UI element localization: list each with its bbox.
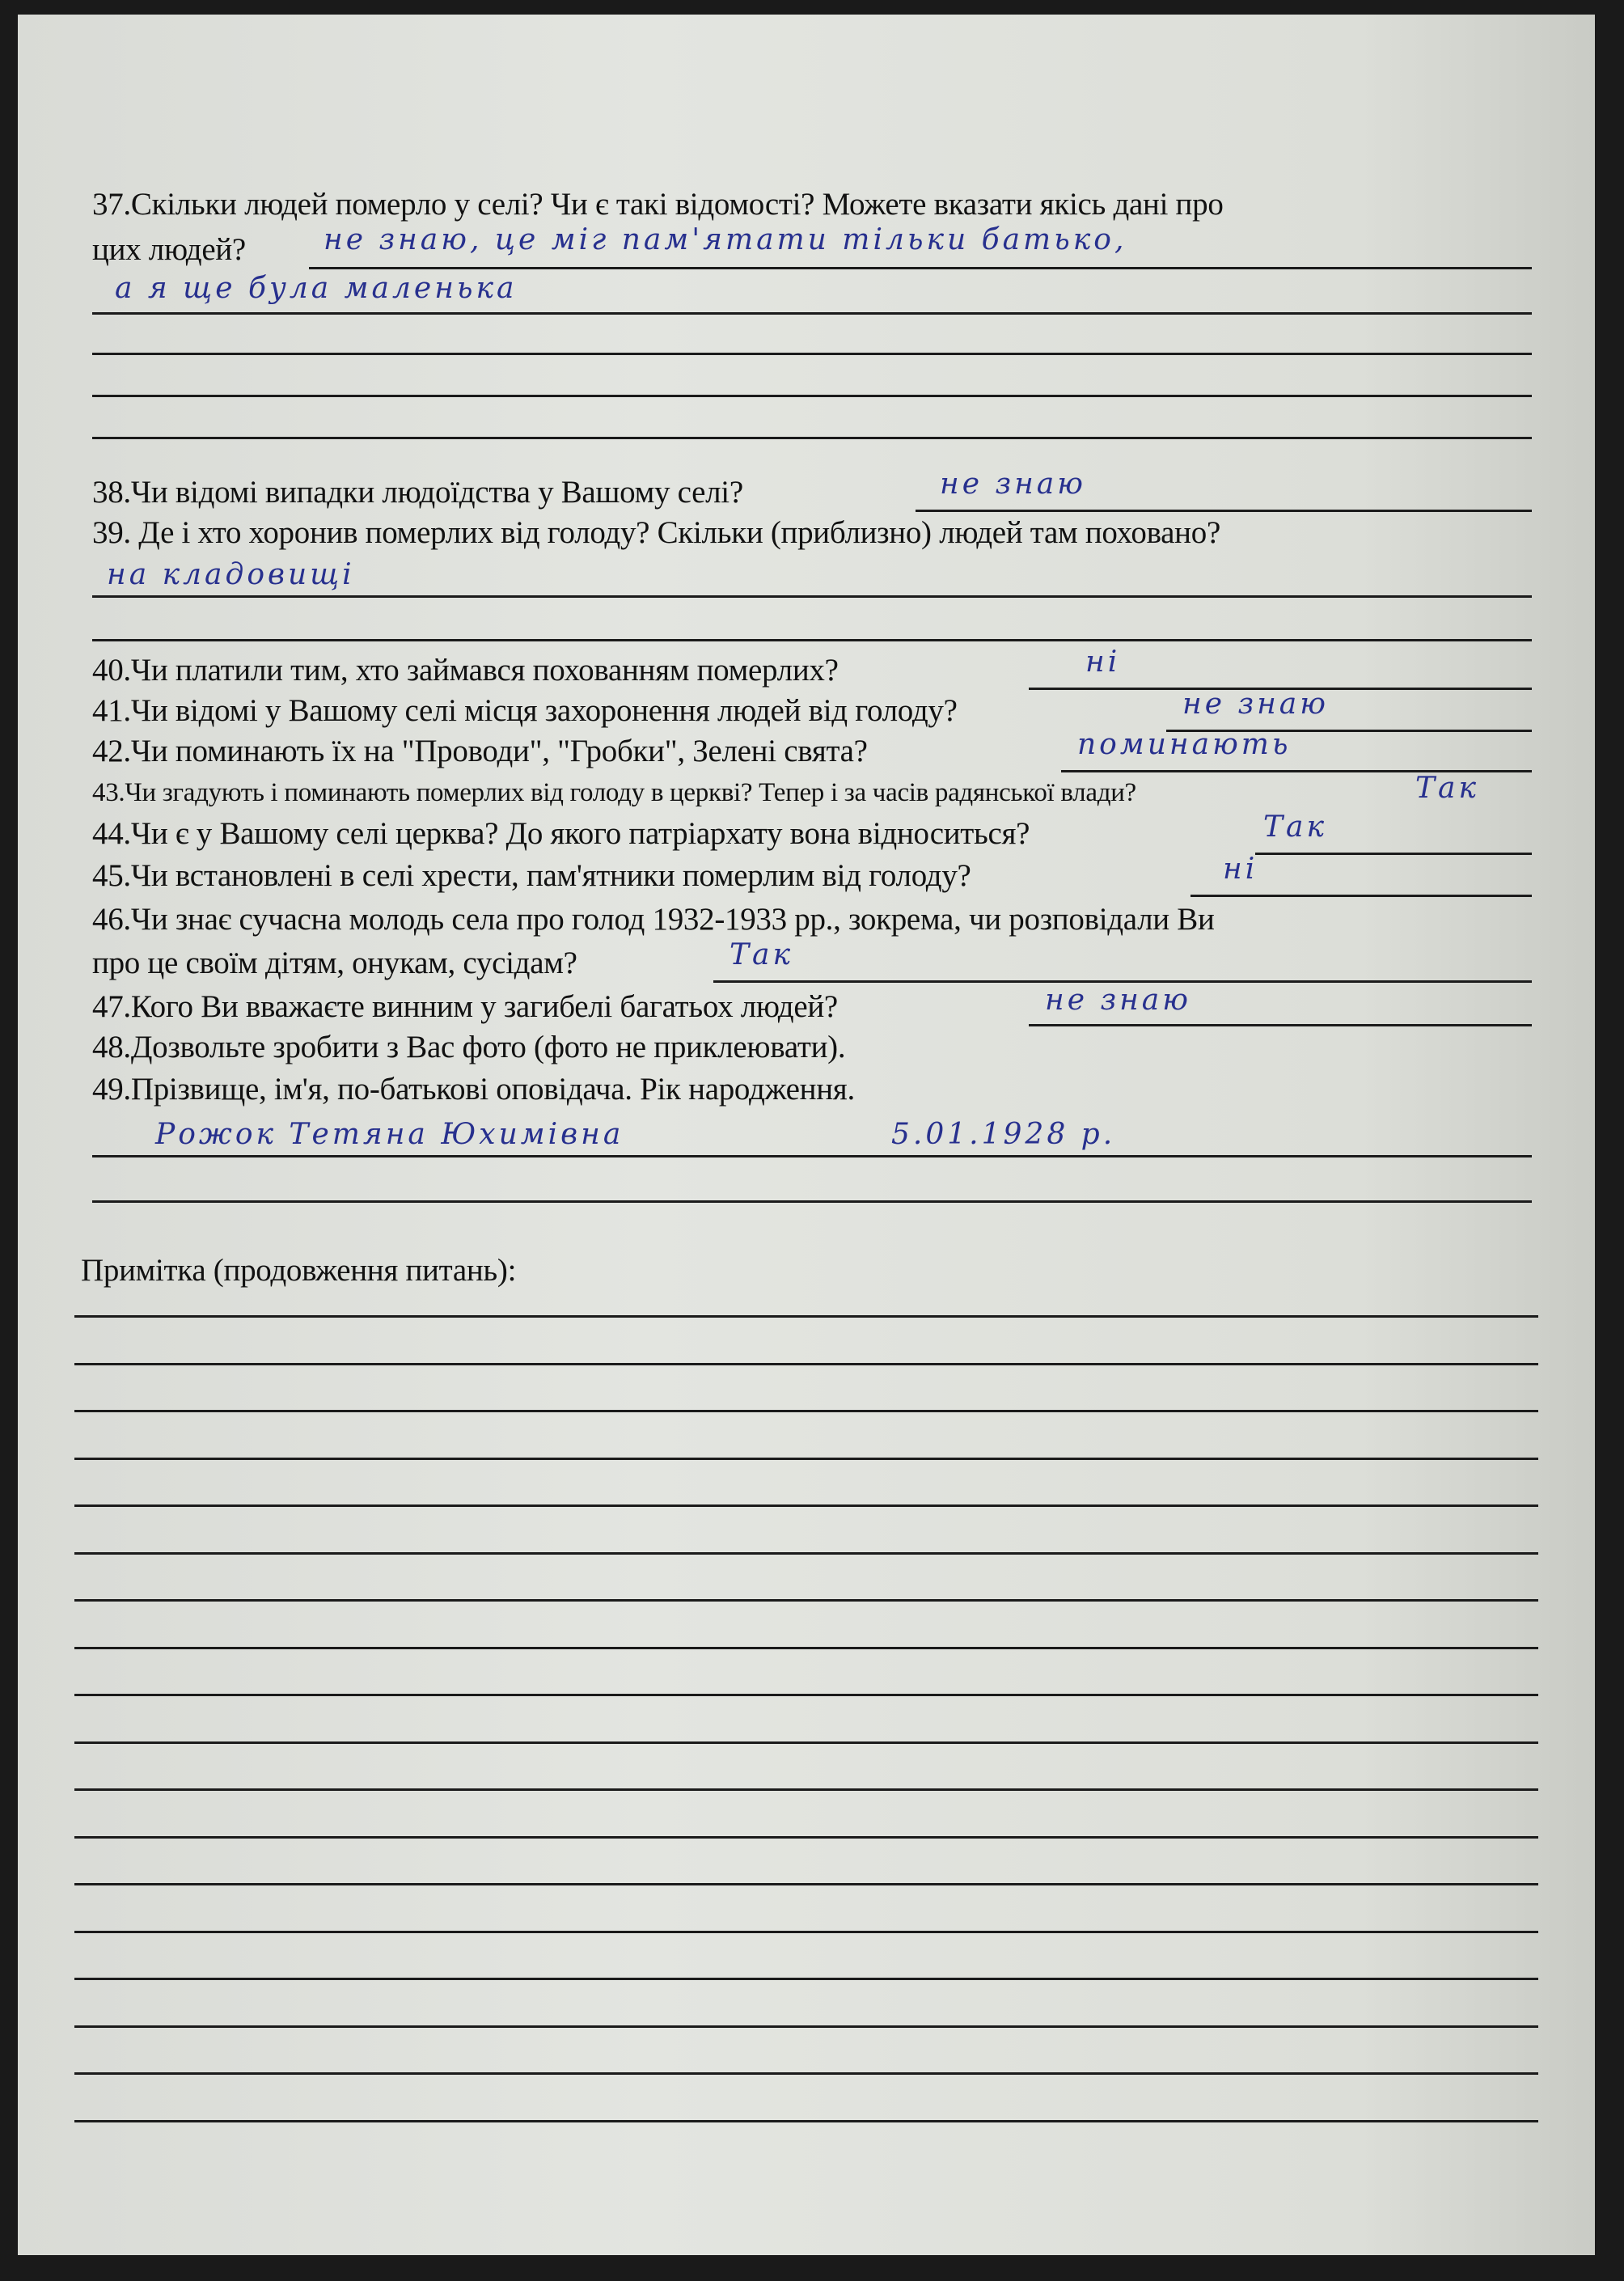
answer-40: ні xyxy=(1085,645,1121,679)
question-46-cont: про це своїм дітям, онукам, сусідам? xyxy=(92,946,577,980)
questionnaire-page xyxy=(18,15,1595,2255)
note-line xyxy=(74,2072,1538,2075)
note-line xyxy=(74,1552,1538,1555)
answer-line xyxy=(92,353,1532,355)
answer-line xyxy=(92,312,1532,315)
question-48: 48.Дозвольте зробити з Вас фото (фото не приклеювати). xyxy=(92,1030,846,1064)
question-42: 42.Чи поминають їх на "Проводи", "Гробки", Зелені свята? xyxy=(92,734,868,768)
answer-line xyxy=(92,437,1532,439)
answer-line xyxy=(92,395,1532,397)
note-line xyxy=(74,2120,1538,2122)
answer-line xyxy=(1255,853,1532,855)
note-line xyxy=(74,1458,1538,1460)
answer-line xyxy=(92,595,1532,598)
answer-line xyxy=(713,980,1532,983)
answer-45: ні xyxy=(1223,853,1258,886)
answer-line xyxy=(92,639,1532,641)
question-40: 40.Чи платили тим, хто займався похованням померлих? xyxy=(92,653,839,688)
note-line xyxy=(74,1599,1538,1602)
question-45: 45.Чи встановлені в селі хрести, пам'ятники померлим від голоду? xyxy=(92,858,971,893)
note-line xyxy=(74,1788,1538,1791)
answer-line xyxy=(92,1155,1532,1157)
question-49: 49.Прізвище, ім'я, по-батькові оповідача. Рік народження. xyxy=(92,1072,855,1107)
answer-46: Так xyxy=(730,938,793,971)
note-label: Примітка (продовження питань): xyxy=(81,1253,517,1288)
note-line xyxy=(74,1363,1538,1365)
answer-line xyxy=(1029,1024,1532,1026)
answer-38: не знаю xyxy=(940,468,1086,501)
question-43: 43.Чи згадують і поминають померлих від голоду в церкві? Тепер і за часів радянської влади? xyxy=(92,778,1136,807)
answer-line xyxy=(916,510,1532,512)
note-line xyxy=(74,1883,1538,1885)
question-37-cont: цих людей? xyxy=(92,232,246,267)
note-line xyxy=(74,1741,1538,1744)
answer-line xyxy=(1191,895,1532,897)
question-41: 41.Чи відомі у Вашому селі місця захоронення людей від голоду? xyxy=(92,693,958,728)
answer-42: поминають xyxy=(1077,728,1292,761)
answer-line xyxy=(92,1200,1532,1203)
answer-43: Так xyxy=(1415,772,1479,805)
question-46: 46.Чи знає сучасна молодь села про голод 1932-1933 рр., зокрема, чи розповідали Ви xyxy=(92,902,1215,937)
note-line xyxy=(74,1836,1538,1839)
answer-49-birthdate: 5.01.1928 р. xyxy=(891,1118,1116,1151)
note-line xyxy=(74,1647,1538,1649)
answer-37-cont: а я ще була маленька xyxy=(115,272,518,305)
note-line xyxy=(74,1315,1538,1318)
note-line xyxy=(74,1978,1538,1980)
note-line xyxy=(74,1694,1538,1696)
question-47: 47.Кого Ви вважаєте винним у загибелі багатьох людей? xyxy=(92,989,838,1024)
question-39: 39. Де і хто хоронив померлих від голоду? Скільки (приблизно) людей там поховано? xyxy=(92,515,1220,550)
note-line xyxy=(74,1410,1538,1412)
note-line xyxy=(74,1504,1538,1507)
answer-47: не знаю xyxy=(1045,984,1191,1017)
question-37: 37.Скільки людей померло у селі? Чи є такі відомості? Можете вказати якісь дані про xyxy=(92,187,1224,222)
question-38: 38.Чи відомі випадки людоїдства у Вашому селі? xyxy=(92,475,743,510)
answer-39: на кладовищі xyxy=(107,558,355,591)
note-line xyxy=(74,2025,1538,2028)
question-44: 44.Чи є у Вашому селі церква? До якого патріархату вона відноситься? xyxy=(92,816,1030,851)
note-line xyxy=(74,1931,1538,1933)
answer-41: не знаю xyxy=(1182,688,1329,721)
answer-37: не знаю, це міг пам'ятати тільки батько, xyxy=(324,223,1127,256)
answer-44: Так xyxy=(1263,810,1327,844)
answer-49-name: Рожок Тетяна Юхимівна xyxy=(155,1118,624,1151)
answer-line xyxy=(309,267,1532,269)
